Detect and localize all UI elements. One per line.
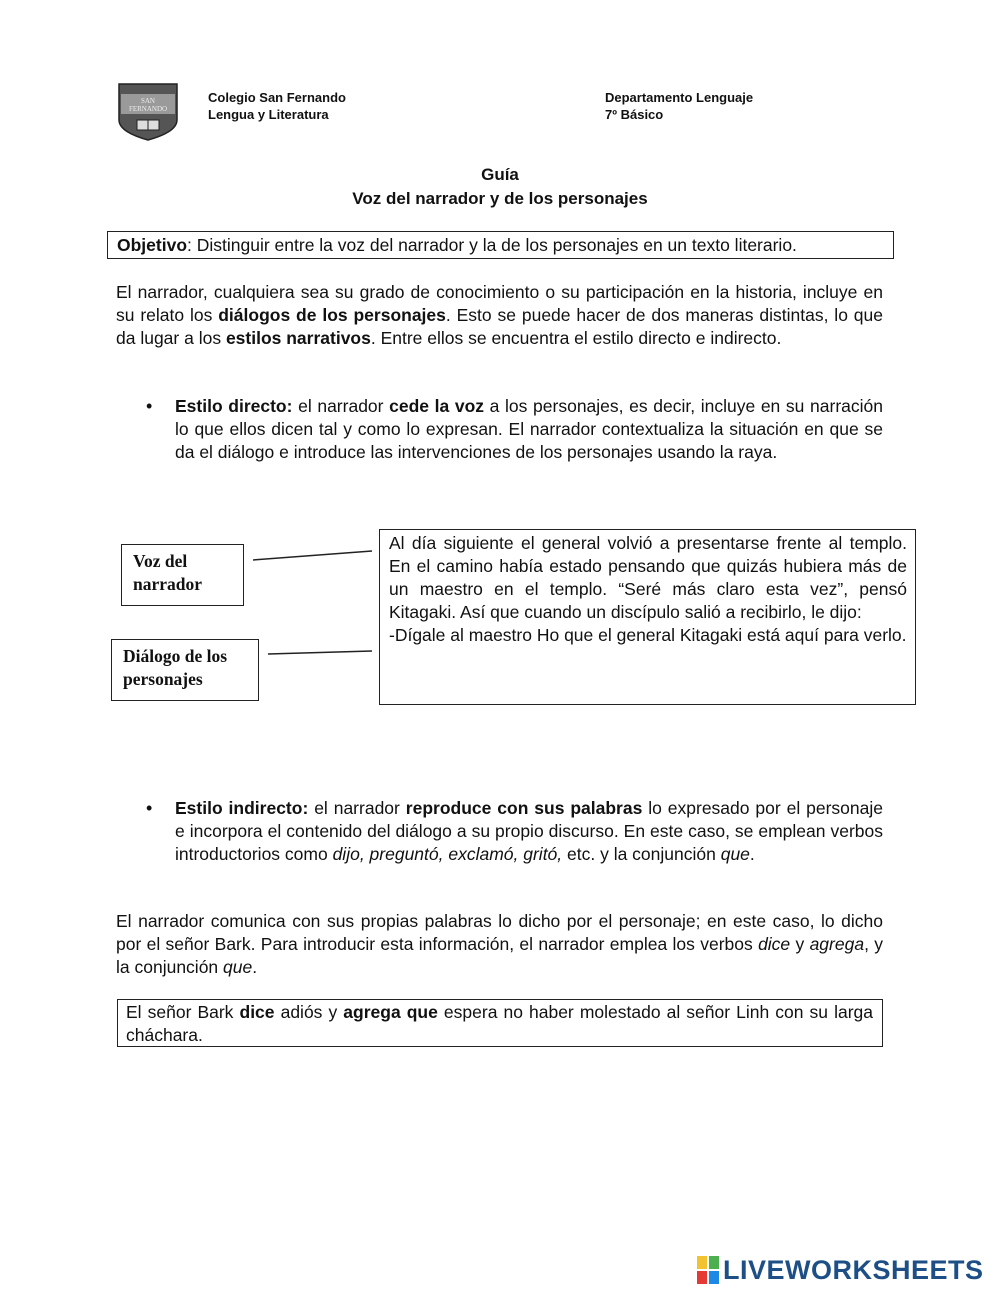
school-name: Colegio San Fernando bbox=[208, 90, 346, 105]
direct-bold-1: cede la voz bbox=[389, 396, 485, 416]
department-name: Departamento Lenguaje bbox=[605, 90, 754, 105]
narrator-voice-label: Voz del narrador bbox=[121, 544, 244, 606]
page-title bbox=[0, 163, 1000, 211]
example-text-3: espera no haber molestado al señor Linh con su larga cháchara. bbox=[126, 1002, 873, 1045]
grade-level: 7º Básico bbox=[605, 107, 664, 122]
direct-text-1: el narrador bbox=[292, 396, 390, 416]
explanation-italic-1: dice bbox=[758, 934, 791, 954]
title-line-1: Guía bbox=[481, 165, 519, 184]
intro-text-2: . Esto se puede hacer de dos maneras distintas, lo que da lugar a los bbox=[116, 305, 883, 348]
intro-text-3: . Entre ellos se encuentra el estilo directo e indirecto. bbox=[370, 328, 782, 348]
indirect-example-box bbox=[117, 999, 883, 1047]
explanation-italic-3: que bbox=[223, 957, 253, 977]
indirect-text-1: el narrador bbox=[308, 798, 406, 818]
explanation-italic-2: agrega bbox=[809, 934, 865, 954]
objective-text: : Distinguir entre la voz del narrador y la de los personajes en un texto literario. bbox=[187, 235, 797, 255]
intro-text-1: El narrador, cualquiera sea su grado de conocimiento o su participación en la historia, incluye en su relato los bbox=[116, 282, 883, 325]
logo-line-2: FERNANDO bbox=[128, 105, 168, 113]
liveworksheets-logo-icon bbox=[697, 1256, 719, 1284]
indirect-text-2: lo expresado por el personaje e incorpora el contenido del diálogo a su propio discurso. En este caso, se emplean verbos introductorios como bbox=[175, 798, 884, 864]
bullet-icon: • bbox=[146, 396, 153, 416]
example-bold-1: dice bbox=[239, 1002, 275, 1022]
explanation-paragraph bbox=[116, 910, 883, 979]
indirect-text-4: . bbox=[749, 844, 755, 864]
intro-bold-1: diálogos de los personajes bbox=[218, 305, 446, 325]
logo-line-1: SAN bbox=[140, 97, 156, 105]
direct-style-paragraph bbox=[175, 395, 883, 464]
direct-text-2: a los personajes, es decir, incluye en su narración lo que ellos dicen tal y como lo expresan. El narrador contextualiza la situación en que se da el diálogo e introduce las intervenciones de los personajes usando la raya. bbox=[175, 396, 883, 462]
school-logo bbox=[117, 82, 179, 142]
dialogue-connector-line bbox=[268, 651, 372, 654]
intro-bold-2: estilos narrativos bbox=[225, 328, 371, 348]
indirect-text-3: etc. y la conjunción bbox=[562, 844, 721, 864]
header-right bbox=[605, 89, 753, 123]
indirect-italic-1: dijo, preguntó, exclamó, gritó, bbox=[332, 844, 563, 864]
indirect-italic-2: que bbox=[720, 844, 750, 864]
indirect-style-paragraph bbox=[175, 797, 883, 866]
objective-box bbox=[107, 231, 894, 259]
narrator-connector-line bbox=[253, 551, 372, 560]
direct-style-label: Estilo directo: bbox=[175, 396, 293, 416]
intro-paragraph bbox=[116, 281, 883, 350]
example-text-box bbox=[379, 529, 916, 705]
indirect-style-label: Estilo indirecto: bbox=[175, 798, 309, 818]
explanation-text-1: El narrador comunica con sus propias palabras lo dicho por el personaje; en este caso, lo dicho por el señor Bark. Para introducir esta información, el narrador emplea los verbos bbox=[116, 911, 883, 954]
objective-label: Objetivo bbox=[117, 235, 188, 255]
example-text-2: adiós y bbox=[274, 1002, 344, 1022]
indirect-bold-1: reproduce con sus palabras bbox=[405, 798, 643, 818]
explanation-text-3: , y la conjunción bbox=[116, 934, 883, 977]
explanation-text-2: y bbox=[790, 934, 810, 954]
dialogue-text: -Dígale al maestro Ho que el general Kitagaki está aquí para verlo. bbox=[389, 625, 907, 645]
dialogue-label: Diálogo de los personajes bbox=[111, 639, 259, 701]
example-bold-2: agrega que bbox=[343, 1002, 438, 1022]
header-left bbox=[208, 89, 346, 123]
subject-name: Lengua y Literatura bbox=[208, 107, 329, 122]
narration-text: Al día siguiente el general volvió a presentarse frente al templo. En el camino había estado pensando que quizás hubiera más de un maestro en el templo. “Seré más claro esta vez”, pensó Kitagaki. Así que cuando un discípulo salió a recibirlo, le dijo: bbox=[389, 533, 907, 622]
bullet-icon: • bbox=[146, 798, 153, 818]
explanation-text-4: . bbox=[252, 957, 258, 977]
school-crest-icon bbox=[117, 82, 179, 142]
title-line-2: Voz del narrador y de los personajes bbox=[352, 189, 648, 208]
example-text-1: El señor Bark bbox=[126, 1002, 240, 1022]
liveworksheets-brand[interactable]: LIVEWORKSHEETS bbox=[723, 1255, 984, 1285]
